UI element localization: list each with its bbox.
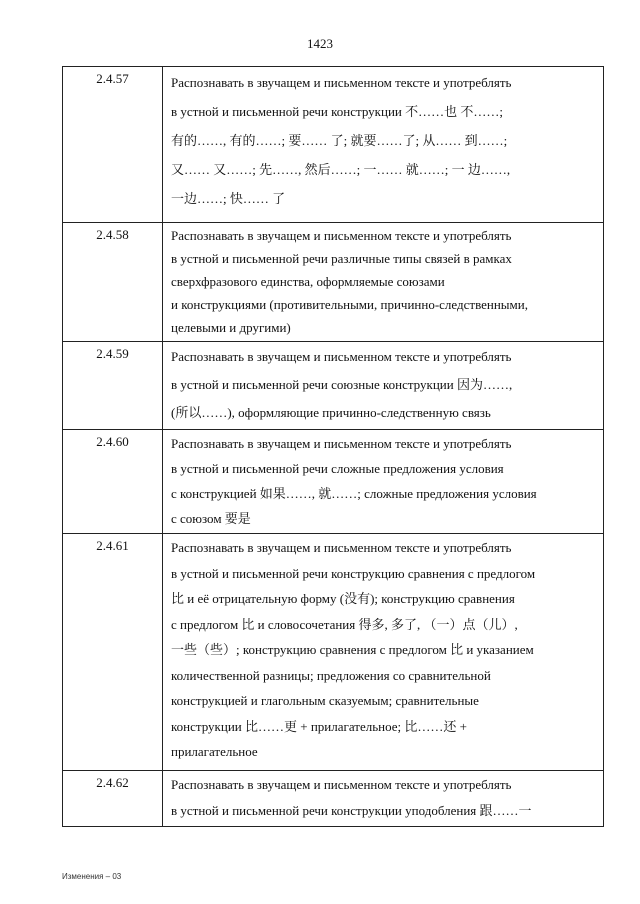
- text-line: в устной и письменной речи конструкции 不……也 不……;: [171, 104, 503, 119]
- row-code: 2.4.58: [63, 223, 163, 342]
- table-row: [63, 771, 604, 827]
- text-line: (所以……), оформляющие причинно-следственную связь: [171, 405, 491, 420]
- row-text: [163, 430, 604, 534]
- text-line: с предлогом 比 и словосочетания 得多, 多了, （一）点（儿）,: [171, 616, 518, 632]
- table-row: [63, 342, 604, 430]
- row-text: [163, 223, 604, 342]
- text-line: Распознавать в звучащем и письменном тексте и употреблять: [171, 436, 512, 451]
- row-code: 2.4.61: [63, 534, 163, 771]
- text-line: конструкции 比……更 + прилагательное; 比……还 +: [171, 718, 467, 734]
- text-line: 一边……; 快…… 了: [171, 191, 286, 206]
- text-line: и конструкциями (противительными, причинно-следственными,: [171, 297, 528, 312]
- text-line: в устной и письменной речи различные типы связей в рамках: [171, 251, 512, 266]
- table-row: [63, 67, 604, 223]
- text-line: 又…… 又……; 先……, 然后……; 一…… 就……; 一 边……,: [171, 162, 511, 177]
- text-line: с конструкцией 如果……, 就……; сложные предложения условия: [171, 486, 537, 501]
- footer-revision: Изменения – 03: [62, 872, 122, 881]
- text-line: Распознавать в звучащем и письменном тексте и употреблять: [171, 228, 512, 243]
- text-line: Распознавать в звучащем и письменном тексте и употреблять: [171, 75, 512, 90]
- text-line: с союзом 要是: [171, 511, 251, 526]
- row-text: [163, 67, 604, 223]
- row-text: [163, 771, 604, 827]
- text-line: Распознавать в звучащем и письменном тексте и употреблять: [171, 349, 512, 364]
- text-line: в устной и письменной речи конструкции уподобления 跟……一: [171, 803, 532, 818]
- row-code: 2.4.62: [63, 771, 163, 827]
- row-code: 2.4.60: [63, 430, 163, 534]
- text-line: в устной и письменной речи союзные конструкции 因为……,: [171, 377, 513, 392]
- table-row: [63, 534, 604, 771]
- page-number: 1423: [307, 36, 333, 51]
- text-line: 一些（些）; конструкцию сравнения с предлогом 比 и указанием: [171, 642, 534, 657]
- text-line: в устной и письменной речи конструкцию сравнения с предлогом: [171, 565, 536, 581]
- text-line: 有的……, 有的……; 要…… 了; 就要……了; 从…… 到……;: [171, 133, 508, 148]
- text-line: прилагательное: [171, 744, 258, 759]
- text-line: сверхфразового единства, оформляемые союзами: [171, 274, 445, 289]
- text-line: Распознавать в звучащем и письменном тексте и употреблять: [171, 540, 512, 555]
- text-line: конструкцией и глагольным сказуемым; сравнительные: [171, 693, 479, 708]
- text-line: количественной разницы; предложения со сравнительной: [171, 667, 491, 683]
- text-line: целевыми и другими): [171, 320, 291, 335]
- row-code: 2.4.57: [63, 67, 163, 223]
- table-row: [63, 223, 604, 342]
- row-text: [163, 342, 604, 430]
- row-text: [163, 534, 604, 771]
- table-row: [63, 430, 604, 534]
- row-code: 2.4.59: [63, 342, 163, 430]
- text-line: 比 и её отрицательную форму (没有); конструкцию сравнения: [171, 591, 515, 606]
- requirements-table: [62, 66, 604, 827]
- text-line: в устной и письменной речи сложные предложения условия: [171, 461, 504, 476]
- text-line: Распознавать в звучащем и письменном тексте и употреблять: [171, 777, 512, 792]
